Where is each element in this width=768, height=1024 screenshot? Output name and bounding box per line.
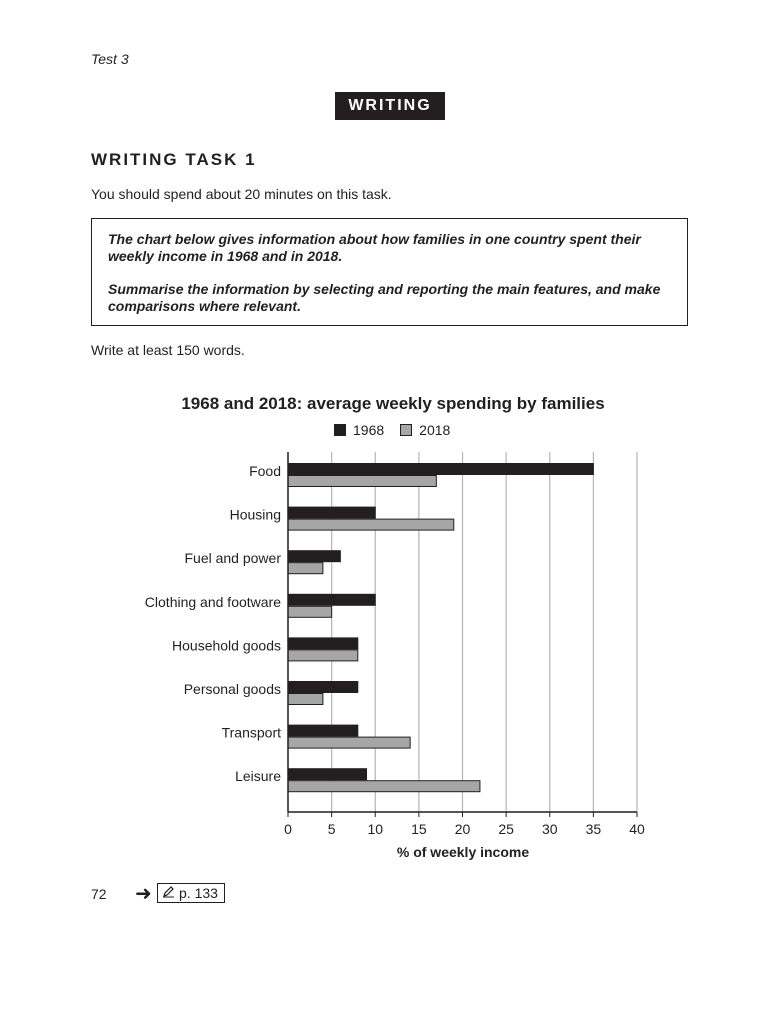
bar-2018-household-goods (288, 650, 358, 661)
bar-2018-housing (288, 519, 454, 530)
legend-label-2018: 2018 (419, 422, 451, 438)
bar-1968-transport (288, 725, 358, 736)
x-tick-label-5: 5 (327, 821, 336, 837)
bar-2018-leisure (288, 781, 480, 792)
bar-1968-household-goods (288, 638, 358, 649)
bar-1968-leisure (288, 769, 367, 780)
page-reference-text: p. 133 (179, 885, 218, 901)
pencil-icon (162, 885, 175, 901)
x-tick-label-40: 40 (629, 821, 645, 837)
x-tick-label-0: 0 (284, 821, 292, 837)
x-axis-title: % of weekly income (396, 844, 530, 860)
category-label-food: Food (249, 463, 281, 479)
prompt-text-1: The chart below gives information about how families in one country spent their weekly income in 1968 and in 2018. (108, 231, 641, 264)
category-label-household-goods: Household goods (172, 637, 281, 654)
x-tick-label-35: 35 (585, 821, 602, 837)
bar-1968-clothing-and-footware (288, 594, 375, 605)
page-reference (157, 883, 225, 903)
category-label-transport: Transport (221, 724, 281, 741)
chart-title: 1968 and 2018: average weekly spending by families (181, 394, 605, 413)
bar-1968-housing (288, 507, 375, 518)
test-label: Test 3 (91, 51, 129, 67)
task-title: WRITING TASK 1 (91, 150, 257, 169)
x-tick-label-15: 15 (411, 821, 427, 837)
x-tick-label-20: 20 (454, 821, 471, 837)
time-instruction: You should spend about 20 minutes on this task. (91, 186, 392, 202)
category-label-housing: Housing (229, 506, 281, 523)
bar-2018-food (288, 476, 436, 487)
legend-label-1968: 1968 (353, 422, 385, 438)
bar-1968-food (288, 464, 593, 475)
category-label-leisure: Leisure (235, 768, 281, 785)
bar-2018-transport (288, 737, 410, 748)
bar-2018-fuel-and-power (288, 563, 323, 574)
category-label-clothing-and-footware: Clothing and footware (144, 593, 281, 610)
word-limit: Write at least 150 words. (91, 342, 245, 358)
section-heading: WRITING (335, 92, 445, 120)
page-number: 72 (91, 886, 107, 902)
x-tick-label-30: 30 (541, 821, 558, 837)
bar-2018-clothing-and-footware (288, 606, 332, 617)
category-label-fuel-and-power: Fuel and power (184, 550, 281, 567)
x-tick-label-25: 25 (498, 821, 514, 837)
right-arrow-icon: ➜ (135, 883, 152, 905)
category-label-personal-goods: Personal goods (183, 681, 281, 697)
bar-1968-personal-goods (288, 682, 358, 693)
bar-1968-fuel-and-power (288, 551, 340, 562)
bar-2018-personal-goods (288, 694, 323, 705)
x-tick-label-10: 10 (367, 821, 384, 837)
prompt-text-2: Summarise the information by selecting and reporting the main features, and make comparisons where relevant. (108, 281, 661, 314)
